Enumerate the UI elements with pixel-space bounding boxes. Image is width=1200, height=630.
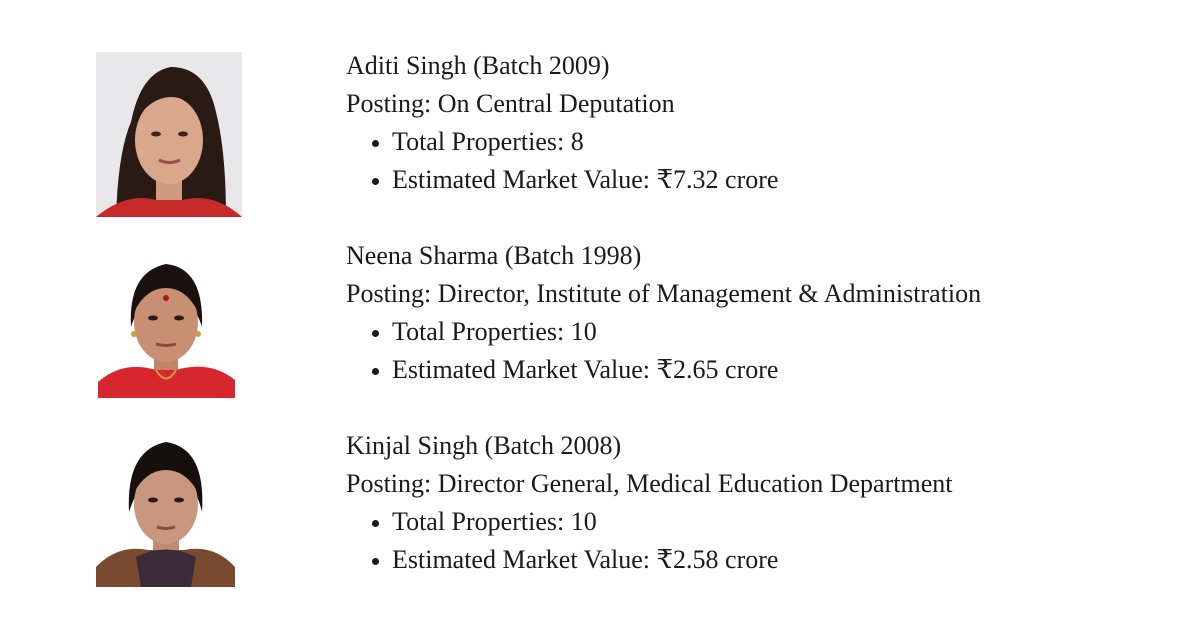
- officer-name-3: Kinjal Singh (Batch 2008): [346, 431, 622, 460]
- officer-properties-2: Total Properties: 10: [370, 313, 981, 351]
- officer-properties-1: Total Properties: 8: [370, 123, 778, 161]
- officer-photo-2: [98, 252, 235, 398]
- officer-value-3: Estimated Market Value: ₹2.58 crore: [370, 541, 952, 579]
- officer-details-3: [346, 503, 952, 579]
- officer-posting-1: Posting: On Central Deputation: [346, 89, 675, 118]
- officer-name-2: Neena Sharma (Batch 1998): [346, 241, 642, 270]
- officer-properties-3: Total Properties: 10: [370, 503, 952, 541]
- officer-photo-1: [96, 52, 242, 217]
- officer-photo-3: [96, 432, 235, 587]
- officer-details-1: [346, 123, 778, 199]
- officer-name-1: Aditi Singh (Batch 2009): [346, 51, 610, 80]
- officer-posting-2: Posting: Director, Institute of Management & Administration: [346, 279, 982, 308]
- officer-details-2: [346, 313, 981, 389]
- officer-posting-3: Posting: Director General, Medical Education Department: [346, 469, 953, 498]
- officer-value-1: Estimated Market Value: ₹7.32 crore: [370, 161, 778, 199]
- officer-value-2: Estimated Market Value: ₹2.65 crore: [370, 351, 981, 389]
